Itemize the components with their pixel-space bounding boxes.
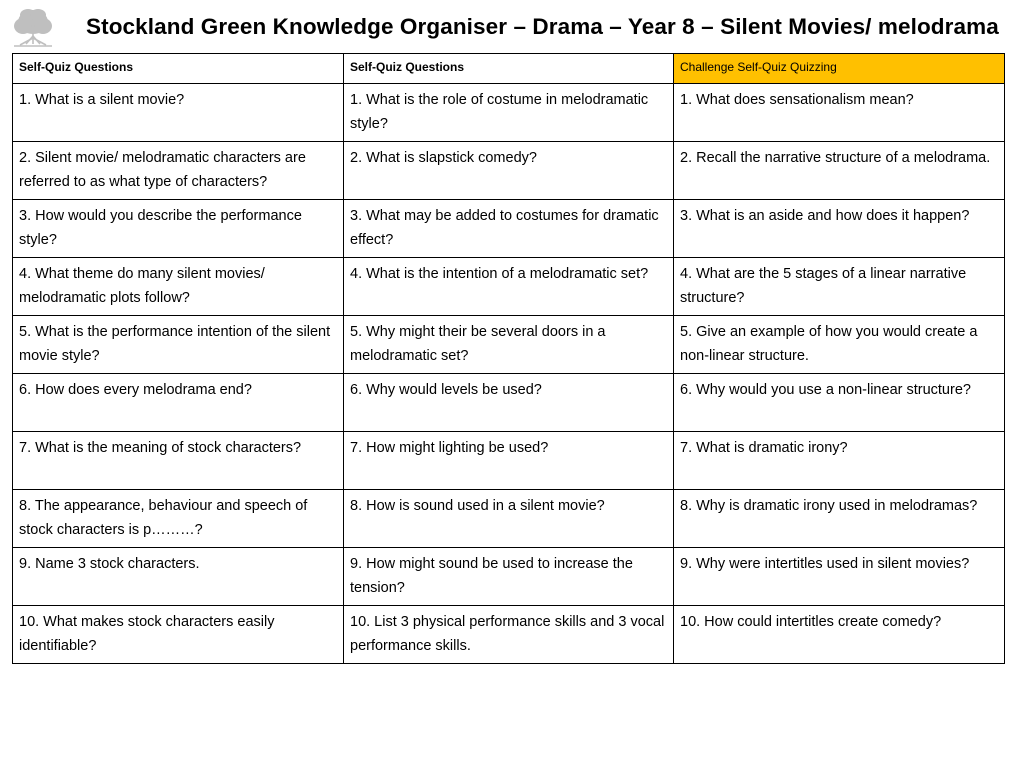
question-cell: 3. How would you describe the performance style?: [13, 200, 344, 258]
challenge-question-cell: 4. What are the 5 stages of a linear narrative structure?: [674, 258, 1005, 316]
question-cell: 5. Why might their be several doors in a melodramatic set?: [344, 316, 674, 374]
table-row: [13, 548, 1005, 606]
table-row: [13, 258, 1005, 316]
school-logo-tree-icon: [6, 6, 60, 52]
question-cell: 5. What is the performance intention of the silent movie style?: [13, 316, 344, 374]
question-cell: 6. How does every melodrama end?: [13, 374, 344, 432]
question-cell: 2. What is slapstick comedy?: [344, 142, 674, 200]
question-cell: 1. What is a silent movie?: [13, 84, 344, 142]
table-row: [13, 200, 1005, 258]
table-row: [13, 316, 1005, 374]
self-quiz-table: [12, 53, 1005, 664]
table-row: [13, 142, 1005, 200]
challenge-question-cell: 10. How could intertitles create comedy?: [674, 606, 1005, 664]
question-cell: 2. Silent movie/ melodramatic characters are referred to as what type of characters?: [13, 142, 344, 200]
table-row: [13, 490, 1005, 548]
challenge-question-cell: 7. What is dramatic irony?: [674, 432, 1005, 490]
table-row: [13, 606, 1005, 664]
challenge-question-cell: 2. Recall the narrative structure of a melodrama.: [674, 142, 1005, 200]
question-cell: 8. The appearance, behaviour and speech of stock characters is p………?: [13, 490, 344, 548]
question-cell: 9. Name 3 stock characters.: [13, 548, 344, 606]
table-row: [13, 432, 1005, 490]
question-cell: 4. What is the intention of a melodramatic set?: [344, 258, 674, 316]
question-cell: 7. How might lighting be used?: [344, 432, 674, 490]
table-header-row: [13, 54, 1005, 84]
question-cell: 6. Why would levels be used?: [344, 374, 674, 432]
challenge-question-cell: 8. Why is dramatic irony used in melodramas?: [674, 490, 1005, 548]
question-cell: 3. What may be added to costumes for dramatic effect?: [344, 200, 674, 258]
challenge-question-cell: 1. What does sensationalism mean?: [674, 84, 1005, 142]
question-cell: 10. What makes stock characters easily identifiable?: [13, 606, 344, 664]
challenge-question-cell: 6. Why would you use a non-linear structure?: [674, 374, 1005, 432]
question-cell: 9. How might sound be used to increase the tension?: [344, 548, 674, 606]
column-header-self-quiz-1: Self-Quiz Questions: [13, 54, 344, 84]
question-cell: 7. What is the meaning of stock characters?: [13, 432, 344, 490]
challenge-question-cell: 3. What is an aside and how does it happen?: [674, 200, 1005, 258]
challenge-question-cell: 9. Why were intertitles used in silent movies?: [674, 548, 1005, 606]
question-cell: 1. What is the role of costume in melodramatic style?: [344, 84, 674, 142]
question-cell: 10. List 3 physical performance skills and 3 vocal performance skills.: [344, 606, 674, 664]
table-row: [13, 374, 1005, 432]
column-header-self-quiz-2: Self-Quiz Questions: [344, 54, 674, 84]
column-header-challenge: Challenge Self-Quiz Quizzing: [674, 54, 1005, 84]
table-row: [13, 84, 1005, 142]
page-title: Stockland Green Knowledge Organiser – Drama – Year 8 – Silent Movies/ melodrama: [86, 14, 999, 39]
question-cell: 4. What theme do many silent movies/ melodramatic plots follow?: [13, 258, 344, 316]
question-cell: 8. How is sound used in a silent movie?: [344, 490, 674, 548]
challenge-question-cell: 5. Give an example of how you would create a non-linear structure.: [674, 316, 1005, 374]
